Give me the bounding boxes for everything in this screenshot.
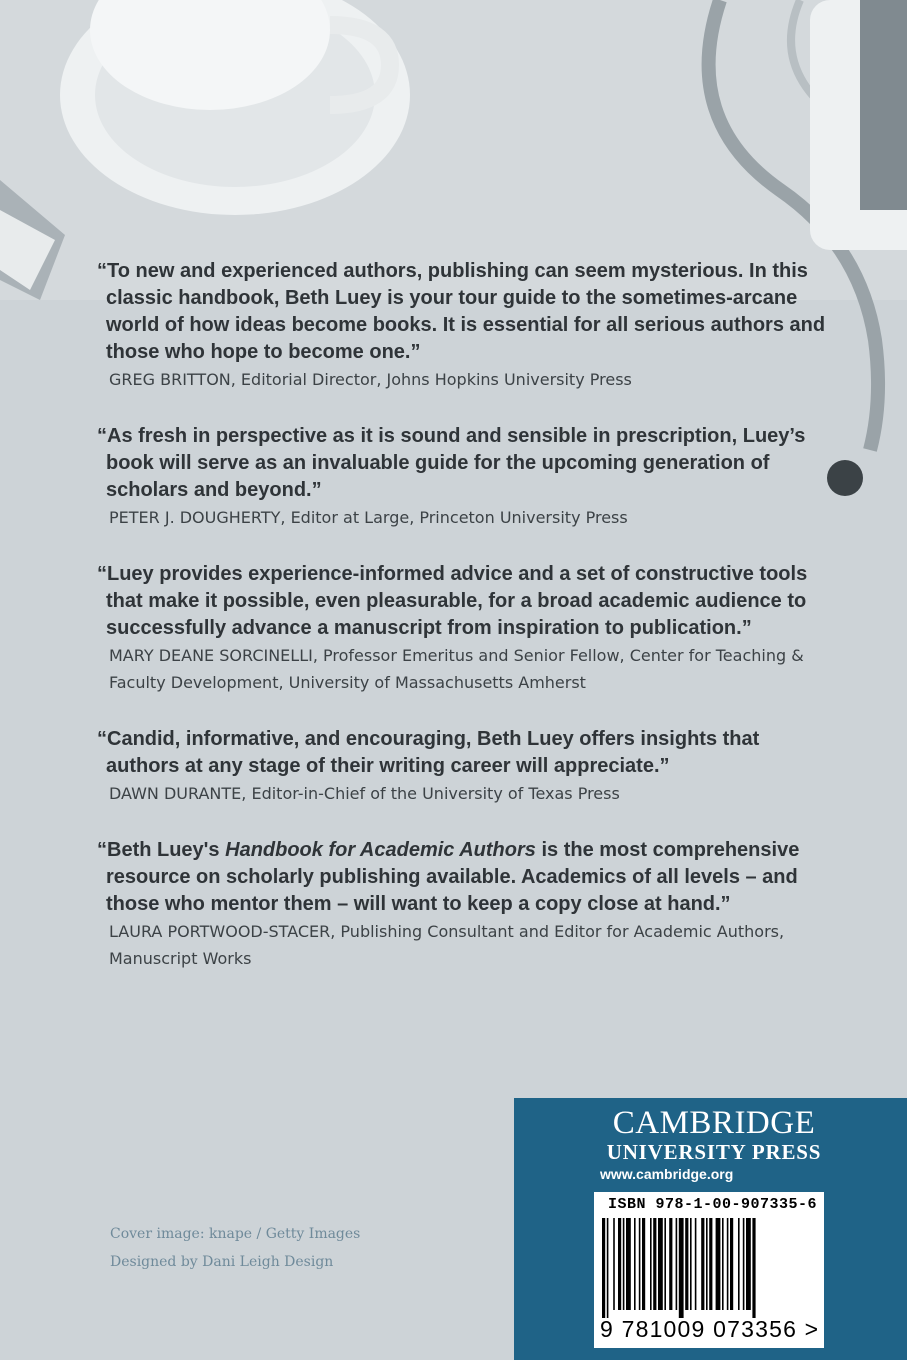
barcode-bar [650, 1218, 652, 1310]
barcode-bars [600, 1218, 818, 1318]
barcode-bar [746, 1218, 751, 1310]
review-quote [97, 837, 837, 918]
cover-image-credit: Cover image: knape / Getty Images [110, 1226, 361, 1242]
publisher-subtitle: UNIVERSITY PRESS [606, 1140, 822, 1164]
barcode-bar [690, 1218, 692, 1310]
barcode-bar [602, 1218, 605, 1318]
isbn-label: ISBN 978-1-00-907335-6 [608, 1196, 818, 1213]
review-quote: “To new and experienced authors, publishing can seem mysterious. In this classic handbook, Beth Luey is your tour guide to the sometimes-arcane world of how ideas become books. It is essential for all serious authors and those who hope to become one.” [97, 260, 826, 363]
review-attribution: GREG BRITTON, Editorial Director, Johns Hopkins University Press [109, 370, 632, 389]
barcode-bar [743, 1218, 745, 1310]
barcode-bar [664, 1218, 666, 1310]
cover-credits [110, 1220, 360, 1276]
isbn-barcode [594, 1192, 824, 1348]
barcode-bar [685, 1218, 688, 1310]
barcode-bar [658, 1218, 663, 1310]
quote-rest: is the most comprehensive resource on scholarly publishing available. Academics of all levels – and those who mentor them – will want to keep a copy close at hand.” [106, 839, 800, 915]
review-attribution: PETER J. DOUGHERTY, Editor at Large, Princeton University Press [109, 508, 628, 527]
barcode-bar [642, 1218, 645, 1310]
barcode-bar [623, 1218, 625, 1310]
designer-credit: Designed by Dani Leigh Design [110, 1254, 334, 1270]
barcode-bar [639, 1218, 641, 1310]
review-quote: “As fresh in perspective as it is sound and sensible in prescription, Luey’s book will serve as an invaluable guide for the upcoming generation of scholars and beyond.” [97, 425, 806, 501]
barcode-bar [727, 1218, 729, 1310]
publisher-panel [514, 1098, 907, 1360]
barcode-bar [730, 1218, 733, 1310]
tablet-icon [810, 0, 907, 250]
barcode-digits: 9 781009 073356 > [600, 1316, 820, 1342]
barcode-bar [613, 1218, 615, 1310]
barcode-bar [669, 1218, 672, 1310]
barcode-bar [676, 1218, 678, 1310]
barcode-bar [716, 1218, 721, 1310]
review-quote: “Candid, informative, and encouraging, Beth Luey offers insights that authors at any stage of their writing career will appreciate.” [97, 728, 760, 777]
review-item [97, 837, 837, 972]
review-attribution: MARY DEANE SORCINELLI, Professor Emeritus and Senior Fellow, Center for Teaching & Faculty Development, University of Massachusetts Amherst [109, 646, 804, 692]
review-item [97, 423, 837, 531]
review-attribution: LAURA PORTWOOD-STACER, Publishing Consultant and Editor for Academic Authors, Manuscript Works [109, 922, 785, 968]
barcode-bar [738, 1218, 740, 1310]
quote-lead: “Beth Luey's [97, 839, 226, 861]
review-item [97, 258, 837, 393]
book-title: Handbook for Academic Authors [225, 839, 536, 861]
barcode-bar [618, 1218, 621, 1310]
barcode-bar [679, 1218, 684, 1318]
barcode-bar [706, 1218, 708, 1310]
publisher-url[interactable]: www.cambridge.org [600, 1166, 734, 1182]
barcode-bar [701, 1218, 704, 1310]
barcode-bar [607, 1218, 609, 1318]
review-attribution: DAWN DURANTE, Editor-in-Chief of the University of Texas Press [109, 784, 620, 803]
review-quotes [97, 258, 837, 1002]
barcode-bar [722, 1218, 724, 1310]
review-item [97, 726, 837, 807]
barcode-bar [653, 1218, 656, 1310]
review-item [97, 561, 837, 696]
barcode-bar [626, 1218, 631, 1310]
barcode-bar [752, 1218, 755, 1318]
barcode-bar [709, 1218, 712, 1310]
barcode-bar [695, 1218, 697, 1310]
review-quote: “Luey provides experience-informed advice and a set of constructive tools that make it possible, even pleasurable, for a broad academic audience to successfully advance a manuscript from inspiration to publication.” [97, 563, 808, 639]
barcode-bar [634, 1218, 636, 1310]
publisher-name: CAMBRIDGE [612, 1105, 816, 1141]
